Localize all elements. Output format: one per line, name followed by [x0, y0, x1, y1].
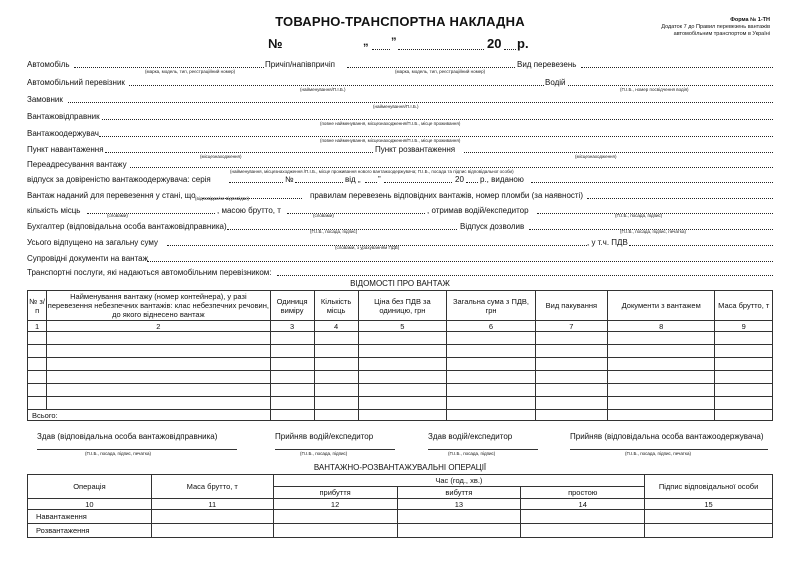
unloading-point-field[interactable]: [464, 151, 773, 153]
poa-label: відпуск за довіреністю вантажоодержувача: серія: [27, 175, 211, 184]
col-index: 14: [521, 499, 645, 510]
places-hint: (словами): [107, 213, 128, 218]
ops-row-unloading[interactable]: [28, 524, 773, 538]
driver-field[interactable]: [568, 84, 773, 86]
signature-driver-accept-line[interactable]: [275, 448, 395, 450]
year-suffix: р.: [517, 36, 529, 51]
ops-unloading-label: Розвантаження: [28, 524, 152, 538]
vat-field[interactable]: [629, 244, 773, 246]
signature-driver-accept-label: Прийняв водій/експедитор: [275, 432, 374, 441]
poa-issued-label: р., виданою: [480, 175, 524, 184]
cargo-table: [27, 290, 773, 421]
release-allowed-hint: (П.І.Б., посада, підпис, печатка): [620, 229, 686, 234]
row-carrier: [27, 76, 773, 87]
col-ops-mass: Маса брутто, т: [151, 475, 273, 499]
poa-year-prefix: 20: [455, 175, 464, 184]
trailer-label: Причіп/напівпричіп: [265, 60, 335, 69]
loading-point-field[interactable]: [105, 151, 373, 153]
condition-rules-label: правилам перевезень відповідних вантажів, номер пломби (за наявності): [310, 191, 584, 200]
consignee-hint: (повне найменування, місцезнаходження/П.І.Б., місце проживання): [320, 138, 461, 143]
received-driver-hint: (П.І.Б., посада, підпис): [615, 213, 663, 218]
row-services: [27, 266, 773, 277]
form-number-note: [661, 17, 770, 38]
col-index: 12: [273, 499, 397, 510]
form-number: Форма № 1-ТН: [730, 17, 770, 23]
col-index: 11: [151, 499, 273, 510]
signature-driver-accept-hint: (П.І.Б., посада, підпис): [300, 451, 348, 456]
trailer-field[interactable]: [347, 66, 515, 68]
col-index: 5: [358, 321, 447, 332]
table-row[interactable]: [28, 332, 773, 345]
col-documents: Документи з вантажем: [607, 291, 715, 321]
carrier-field[interactable]: [129, 84, 544, 86]
col-index: 15: [645, 499, 773, 510]
poa-series-field[interactable]: [229, 181, 283, 183]
document-title: ТОВАРНО-ТРАНСПОРТНА НАКЛАДНА: [275, 14, 525, 29]
unloading-point-label: Пункт розвантаження: [375, 145, 456, 154]
table-row[interactable]: [28, 384, 773, 397]
row-points: [27, 143, 773, 154]
row-vehicle: [27, 58, 773, 69]
row-cargo-condition: [27, 189, 773, 200]
gross-mass-hint: (словами): [313, 213, 334, 218]
col-arrival: прибуття: [273, 487, 397, 499]
date-open-quote: „: [363, 36, 369, 48]
release-allowed-label: Відпуск дозволив: [460, 222, 525, 231]
form-note-line2: автомобільним транспортом в Україні: [673, 31, 770, 37]
condition-hint: (відповідає/не відповідає): [195, 196, 250, 201]
carrier-hint: (найменування/П.І.Б.): [300, 87, 346, 92]
col-price: Ціна без ПДВ за одиницю, грн: [358, 291, 447, 321]
vehicle-field[interactable]: [74, 66, 264, 68]
received-driver-label: , отримав водій/експедитор: [427, 206, 529, 215]
col-index: 4: [314, 321, 358, 332]
readdress-hint: (найменування, місцезнаходження /П.І.Б., місце проживання нового вантажоодержувача; П.І.Б., посада та підпис відповідальної особи): [230, 169, 514, 174]
customer-hint: (найменування/П.І.Б.): [373, 104, 419, 109]
col-number: № з/п: [28, 291, 47, 321]
transport-type-label: Вид перевезень: [517, 60, 577, 69]
services-field[interactable]: [277, 274, 773, 276]
shipper-hint: (повне найменування, місцезнаходження/П.І.Б., місце проживання): [320, 121, 461, 126]
ops-table: [27, 474, 773, 538]
loading-point-hint: (місцезнаходження): [200, 154, 242, 159]
poa-number-field[interactable]: [295, 181, 343, 183]
customer-label: Замовник: [27, 95, 63, 104]
col-packaging: Вид пакування: [535, 291, 607, 321]
date-year-field[interactable]: [504, 48, 516, 50]
signature-driver-handover-line[interactable]: [428, 448, 538, 450]
date-month-field[interactable]: [398, 48, 484, 50]
ops-loading-label: Навантаження: [28, 510, 152, 524]
date-close-quote: ”: [391, 36, 397, 48]
poa-date-label: від „: [345, 175, 361, 184]
signature-shipper-line[interactable]: [37, 448, 237, 450]
signature-shipper-label: Здав (відповідальна особа вантажовідправника): [37, 432, 218, 441]
signature-consignee-label: Прийняв (відповідальна особа вантажоодержувача): [570, 432, 764, 441]
trailer-hint: (марка, модель, тип, реєстраційний номер): [395, 69, 486, 74]
loading-point-label: Пункт навантаження: [27, 145, 104, 154]
signature-shipper-hint: (П.І.Б., посада, підпис, печатка): [85, 451, 151, 456]
poa-number-label: №: [285, 175, 294, 184]
signature-consignee-line[interactable]: [570, 448, 768, 450]
year-prefix: 20: [487, 36, 502, 51]
shipper-label: Вантажовідправник: [27, 112, 100, 121]
total-sum-label: Усього відпущено на загальну суму: [27, 238, 159, 247]
ops-number-row: [28, 499, 773, 510]
signature-driver-handover-hint: (П.І.Б., посада, підпис): [448, 451, 496, 456]
row-readdress: [27, 158, 773, 169]
col-operation: Операція: [28, 475, 152, 499]
col-index: 7: [535, 321, 607, 332]
cargo-number-row: [28, 321, 773, 332]
driver-hint: (П.І.Б., номер посвідчення водія): [620, 87, 689, 92]
poa-close-quote: ”: [378, 175, 381, 184]
col-index: 10: [28, 499, 152, 510]
col-index: 8: [607, 321, 715, 332]
ops-row-loading[interactable]: [28, 510, 773, 524]
date-day-field[interactable]: [372, 48, 390, 50]
form-note-line1: Додаток 7 до Правил перевезень вантажів: [661, 24, 770, 30]
row-total-sum: [27, 236, 773, 247]
customer-field[interactable]: [68, 101, 773, 103]
gross-mass-field[interactable]: [287, 212, 425, 214]
signature-driver-handover-label: Здав водій/експедитор: [428, 432, 513, 441]
readdress-field[interactable]: [130, 166, 773, 168]
cargo-total-label: Всього:: [28, 410, 271, 421]
vehicle-label: Автомобіль: [27, 60, 70, 69]
readdress-label: Переадресування вантажу: [27, 160, 127, 169]
col-departure: вибуття: [397, 487, 521, 499]
col-index: 9: [715, 321, 773, 332]
accountant-hint: (П.І.Б., посада, підпис): [310, 229, 358, 234]
seal-number-field[interactable]: [587, 197, 773, 199]
signature-consignee-hint: (П.І.Б., посада, підпис, печатка): [625, 451, 691, 456]
condition-label: Вантаж наданий для перевезення у стані, що: [27, 191, 196, 200]
col-total: Загальна сума з ПДВ, грн: [447, 291, 536, 321]
ops-header-row: [28, 475, 773, 487]
unloading-point-hint: (місцезнаходження): [575, 154, 617, 159]
row-customer: [27, 93, 773, 104]
gross-mass-label: , масою брутто, т: [217, 206, 281, 215]
col-index: 6: [447, 321, 536, 332]
col-cargo-name: Найменування вантажу (номер контейнера), у разі перевезення небезпечних вантажів: клас небезпечних речовин, до якого віднесено вантаж: [47, 292, 269, 319]
col-index: 3: [270, 321, 314, 332]
places-label: кількість місць: [27, 206, 81, 215]
poa-year-field[interactable]: [466, 181, 478, 183]
number-label: №: [268, 36, 283, 51]
consignee-label: Вантажоодержувач: [27, 129, 99, 138]
total-sum-hint: (словами, з урахуванням ПДВ): [335, 245, 400, 250]
col-idle: простою: [521, 487, 645, 499]
cargo-header-row: [28, 291, 773, 321]
shipper-field[interactable]: [102, 118, 773, 120]
table-row[interactable]: [28, 371, 773, 384]
col-places: Кількість місць: [314, 291, 358, 321]
accountant-label: Бухгалтер (відповідальна особа вантажовідправника): [27, 222, 227, 231]
col-index: 13: [397, 499, 521, 510]
row-power-of-attorney: [27, 173, 773, 184]
ops-section-title: ВАНТАЖНО-РОЗВАНТАЖУВАЛЬНІ ОПЕРАЦІЇ: [313, 463, 487, 472]
carrier-label: Автомобільний перевізник: [27, 78, 125, 87]
col-signature: Підпис відповідальної особи: [645, 475, 773, 499]
vehicle-hint: (марка, модель, тип, реєстраційний номер): [145, 69, 236, 74]
consignee-field[interactable]: [99, 135, 773, 137]
table-row[interactable]: [28, 345, 773, 358]
col-index: 1: [28, 321, 47, 332]
services-label: Транспортні послуги, які надаються автомобільним перевізником:: [27, 268, 272, 277]
vat-label: , у т.ч. ПДВ: [587, 238, 628, 247]
poa-month-field[interactable]: [384, 181, 452, 183]
cargo-total-row: [28, 410, 773, 421]
cargo-section-title: ВІДОМОСТІ ПРО ВАНТАЖ: [350, 279, 450, 288]
row-consignee: [27, 127, 773, 138]
table-row[interactable]: [28, 397, 773, 410]
transport-type-field[interactable]: [581, 66, 773, 68]
poa-issued-field[interactable]: [531, 181, 773, 183]
row-shipper: [27, 110, 773, 121]
col-unit: Одиниця виміру: [270, 291, 314, 321]
col-time: Час (год., хв.): [273, 475, 644, 487]
documents-label: Супровідні документи на вантаж: [27, 254, 148, 263]
documents-field[interactable]: [147, 260, 773, 262]
col-gross-mass: Маса брутто, т: [715, 291, 773, 321]
poa-day-field[interactable]: [365, 181, 377, 183]
col-index: 2: [47, 321, 270, 332]
table-row[interactable]: [28, 358, 773, 371]
row-documents: [27, 252, 773, 263]
driver-label: Водій: [545, 78, 566, 87]
